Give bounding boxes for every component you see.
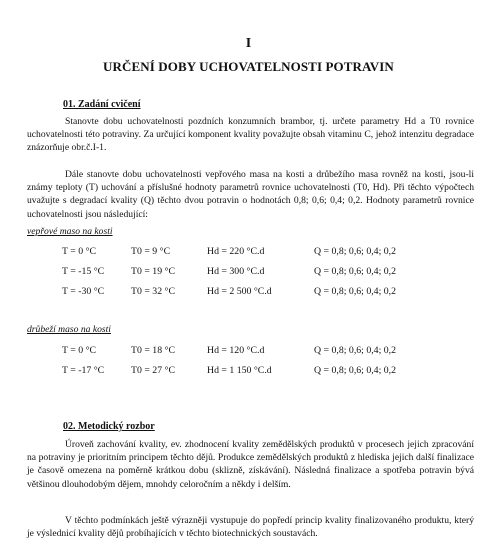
- t0-cell: T0 = 19 °C: [131, 266, 176, 277]
- temperature-cell: T = -15 °C: [62, 266, 105, 277]
- temperature-cell: T = 0 °C: [62, 345, 97, 356]
- t0-cell: T0 = 27 °C: [131, 365, 176, 376]
- t0-cell: T0 = 32 °C: [131, 286, 176, 297]
- q-cell: Q = 0,8; 0,6; 0,4; 0,2: [314, 266, 396, 277]
- hd-cell: Hd = 300 °C.d: [207, 266, 265, 277]
- t0-cell: T0 = 9 °C: [131, 246, 171, 257]
- hd-cell: Hd = 220 °C.d: [207, 246, 265, 257]
- chapter-title: URČENÍ DOBY UCHOVATELNOSTI POTRAVIN: [103, 59, 394, 74]
- temperature-cell: T = -17 °C: [62, 365, 105, 376]
- hd-cell: Hd = 2 500 °C.d: [207, 286, 272, 297]
- pork-label: vepřové maso na kosti: [27, 226, 113, 237]
- section-heading-method: 02. Metodický rozbor: [63, 421, 155, 432]
- poultry-label: drůbeží maso na kosti: [27, 324, 111, 335]
- t0-cell: T0 = 18 °C: [131, 345, 176, 356]
- chapter-number: I: [245, 36, 252, 51]
- q-cell: Q = 0,8; 0,6; 0,4; 0,2: [314, 345, 396, 356]
- method-paragraph-2: V těchto podmínkách ještě výrazněji vystupuje do popředí princip kvality finalizovaného produktu, který je výslednicí kvality dějů probíhajících v těchto biotechnických soustavách.: [27, 515, 474, 540]
- section-heading-assignment: 01. Zadání cvičení: [63, 99, 141, 110]
- q-cell: Q = 0,8; 0,6; 0,4; 0,2: [314, 286, 396, 297]
- method-paragraph-1: Úroveň zachování kvality, ev. zhodnocení kvality zemědělských produktů v procesech jejich zpracování na potraviny je prioritním principem těchto dějů. Produkce zemědělských produktů z hlediska jejich další finalizace je časově omezena na poměrně krátkou dobu (sklizně, získávání). Následná finalizace a spotřeba potravin bývá většinou dlouhodobým dějem, mnohdy celoročním a někdy i delším.: [27, 439, 474, 490]
- assignment-paragraph-2: Dále stanovte dobu uchovatelnosti vepřového masa na kosti a drůbežího masa rovněž na kosti, jsou-li známy teploty (T) uchování a příslušné hodnoty parametrů rovnice uchovatelnosti (T0, Hd). Při těchto výpočtech uvažujte s degradací kvality (Q) těchto dvou potravin o hodnotách 0,8; 0,6; 0,4; 0,2. Hodnoty parametrů rovnice uchovatelnosti jsou následující:: [27, 169, 474, 220]
- q-cell: Q = 0,8; 0,6; 0,4; 0,2: [314, 365, 396, 376]
- q-cell: Q = 0,8; 0,6; 0,4; 0,2: [314, 246, 396, 257]
- temperature-cell: T = 0 °C: [62, 246, 97, 257]
- hd-cell: Hd = 1 150 °C.d: [207, 365, 272, 376]
- assignment-paragraph-1: Stanovte dobu uchovatelnosti pozdních konzumních brambor, tj. určete parametry Hd a T0 rovnice uchovatelnosti této potraviny. Za určující komponent kvality považujte obsah vitaminu C, jehož intenzitu degradace znázorňuje obr.č.I-1.: [27, 116, 474, 154]
- hd-cell: Hd = 120 °C.d: [207, 345, 265, 356]
- temperature-cell: T = -30 °C: [62, 286, 105, 297]
